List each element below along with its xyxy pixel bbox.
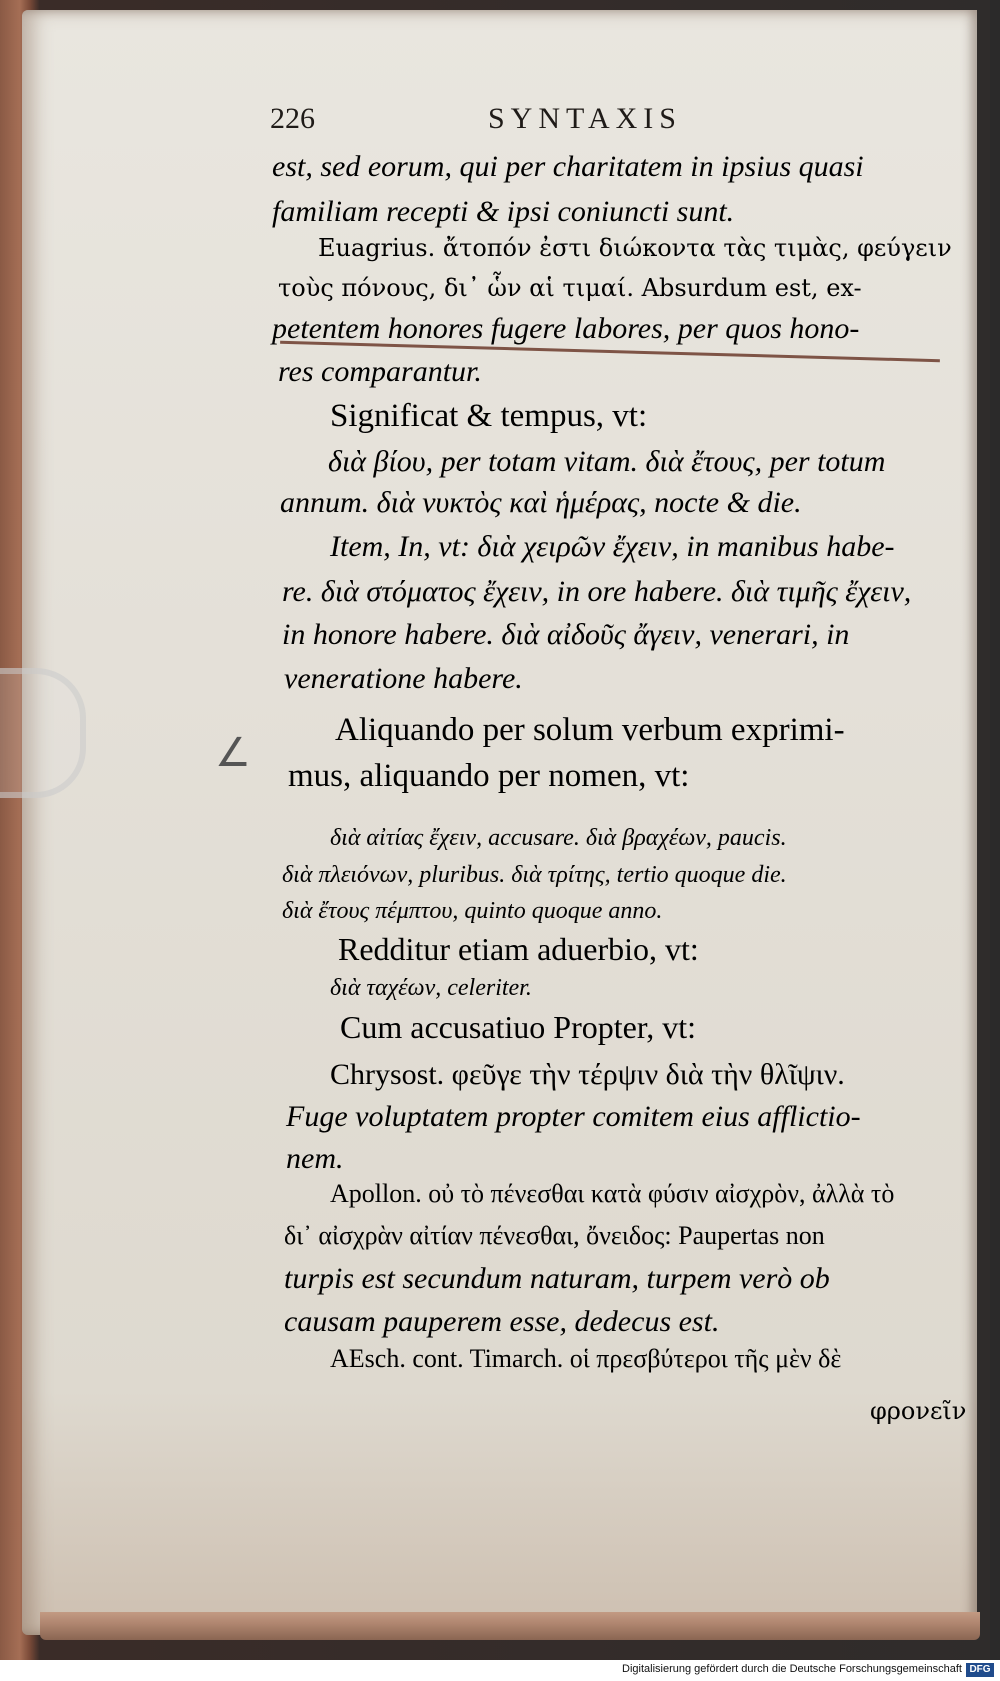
text-line: re. διὰ στόματος ἔχειν, in ore habere. διὰ τιμῆς ἔχειν,	[282, 575, 912, 608]
text-line: τοὺς πόνους, δι᾽ ὧν αἱ τιμαί. Absurdum est, ex-	[278, 274, 862, 302]
text-line: mus, aliquando per nomen, vt:	[288, 758, 690, 794]
text-line: Euagrius. ἄτοπόν ἐστι διώκοντα τὰς τιμὰς, φεύγειν	[318, 234, 952, 262]
text-line: διὰ αἰτίας ἔχειν, accusare. διὰ βραχέων, paucis.	[330, 825, 787, 851]
page-edge	[40, 1612, 980, 1640]
text-line: petentem honores fugere labores, per quos hono-	[272, 312, 860, 345]
text-line: φρονεῖν	[870, 1397, 967, 1425]
text-line: annum. διὰ νυκτὸς καὶ ἡμέρας, nocte & die.	[280, 486, 802, 519]
text-line: veneratione habere.	[284, 662, 523, 695]
text-line: διὰ ταχέων, celeriter.	[330, 975, 532, 1001]
text-line: AEsch. cont. Timarch. οἱ πρεσβύτεροι τῆς μὲν δὲ	[330, 1344, 842, 1373]
text-line: Aliquando per solum verbum exprimi-	[335, 712, 845, 748]
text-line: turpis est secundum naturam, turpem verò ob	[284, 1262, 830, 1295]
running-head: SYNTAXIS	[488, 102, 682, 135]
footer-credit: Digitalisierung gefördert durch die Deutsche Forschungsgemeinschaft	[622, 1663, 962, 1675]
text-line: Cum accusatiuo Propter, vt:	[340, 1009, 696, 1045]
text-line: Significat & tempus, vt:	[330, 398, 648, 434]
text-line: Chrysost. φεῦγε τὴν τέρψιν διὰ τὴν θλῖψιν.	[330, 1058, 845, 1091]
text-line: Item, In, vt: διὰ χειρῶν ἔχειν, in manibus habe-	[330, 530, 895, 563]
text-line: in honore habere. διὰ αἰδοῦς ἄγειν, venerari, in	[282, 618, 850, 651]
text-line: familiam recepti & ipsi coniuncti sunt.	[272, 195, 735, 228]
text-line: διὰ πλειόνων, pluribus. διὰ τρίτης, tertio quoque die.	[282, 862, 787, 888]
text-line: nem.	[286, 1142, 344, 1175]
margin-annotation: ∠	[215, 730, 251, 776]
page-clip	[0, 668, 86, 798]
text-line: res comparantur.	[278, 355, 482, 388]
page-number: 226	[270, 102, 315, 135]
text-line: διὰ ἔτους πέμπτου, quinto quoque anno.	[282, 898, 663, 924]
text-line: Apollon. οὐ τὸ πένεσθαι κατὰ φύσιν αἰσχρὸν, ἀλλὰ τὸ	[330, 1179, 895, 1208]
text-line: Redditur etiam aduerbio, vt:	[338, 931, 699, 967]
text-line: causam pauperem esse, dedecus est.	[284, 1305, 720, 1338]
dfg-logo-icon: DFG	[966, 1663, 994, 1677]
text-line: διὰ βίου, per totam vitam. διὰ ἔτους, per totum	[328, 445, 886, 478]
text-line: est, sed eorum, qui per charitatem in ipsius quasi	[272, 150, 864, 183]
text-line: Fuge voluptatem propter comitem eius afflictio-	[286, 1100, 861, 1133]
text-line: δι᾽ αἰσχρὰν αἰτίαν πένεσθαι, ὄνειδος: Paupertas non	[284, 1221, 825, 1250]
